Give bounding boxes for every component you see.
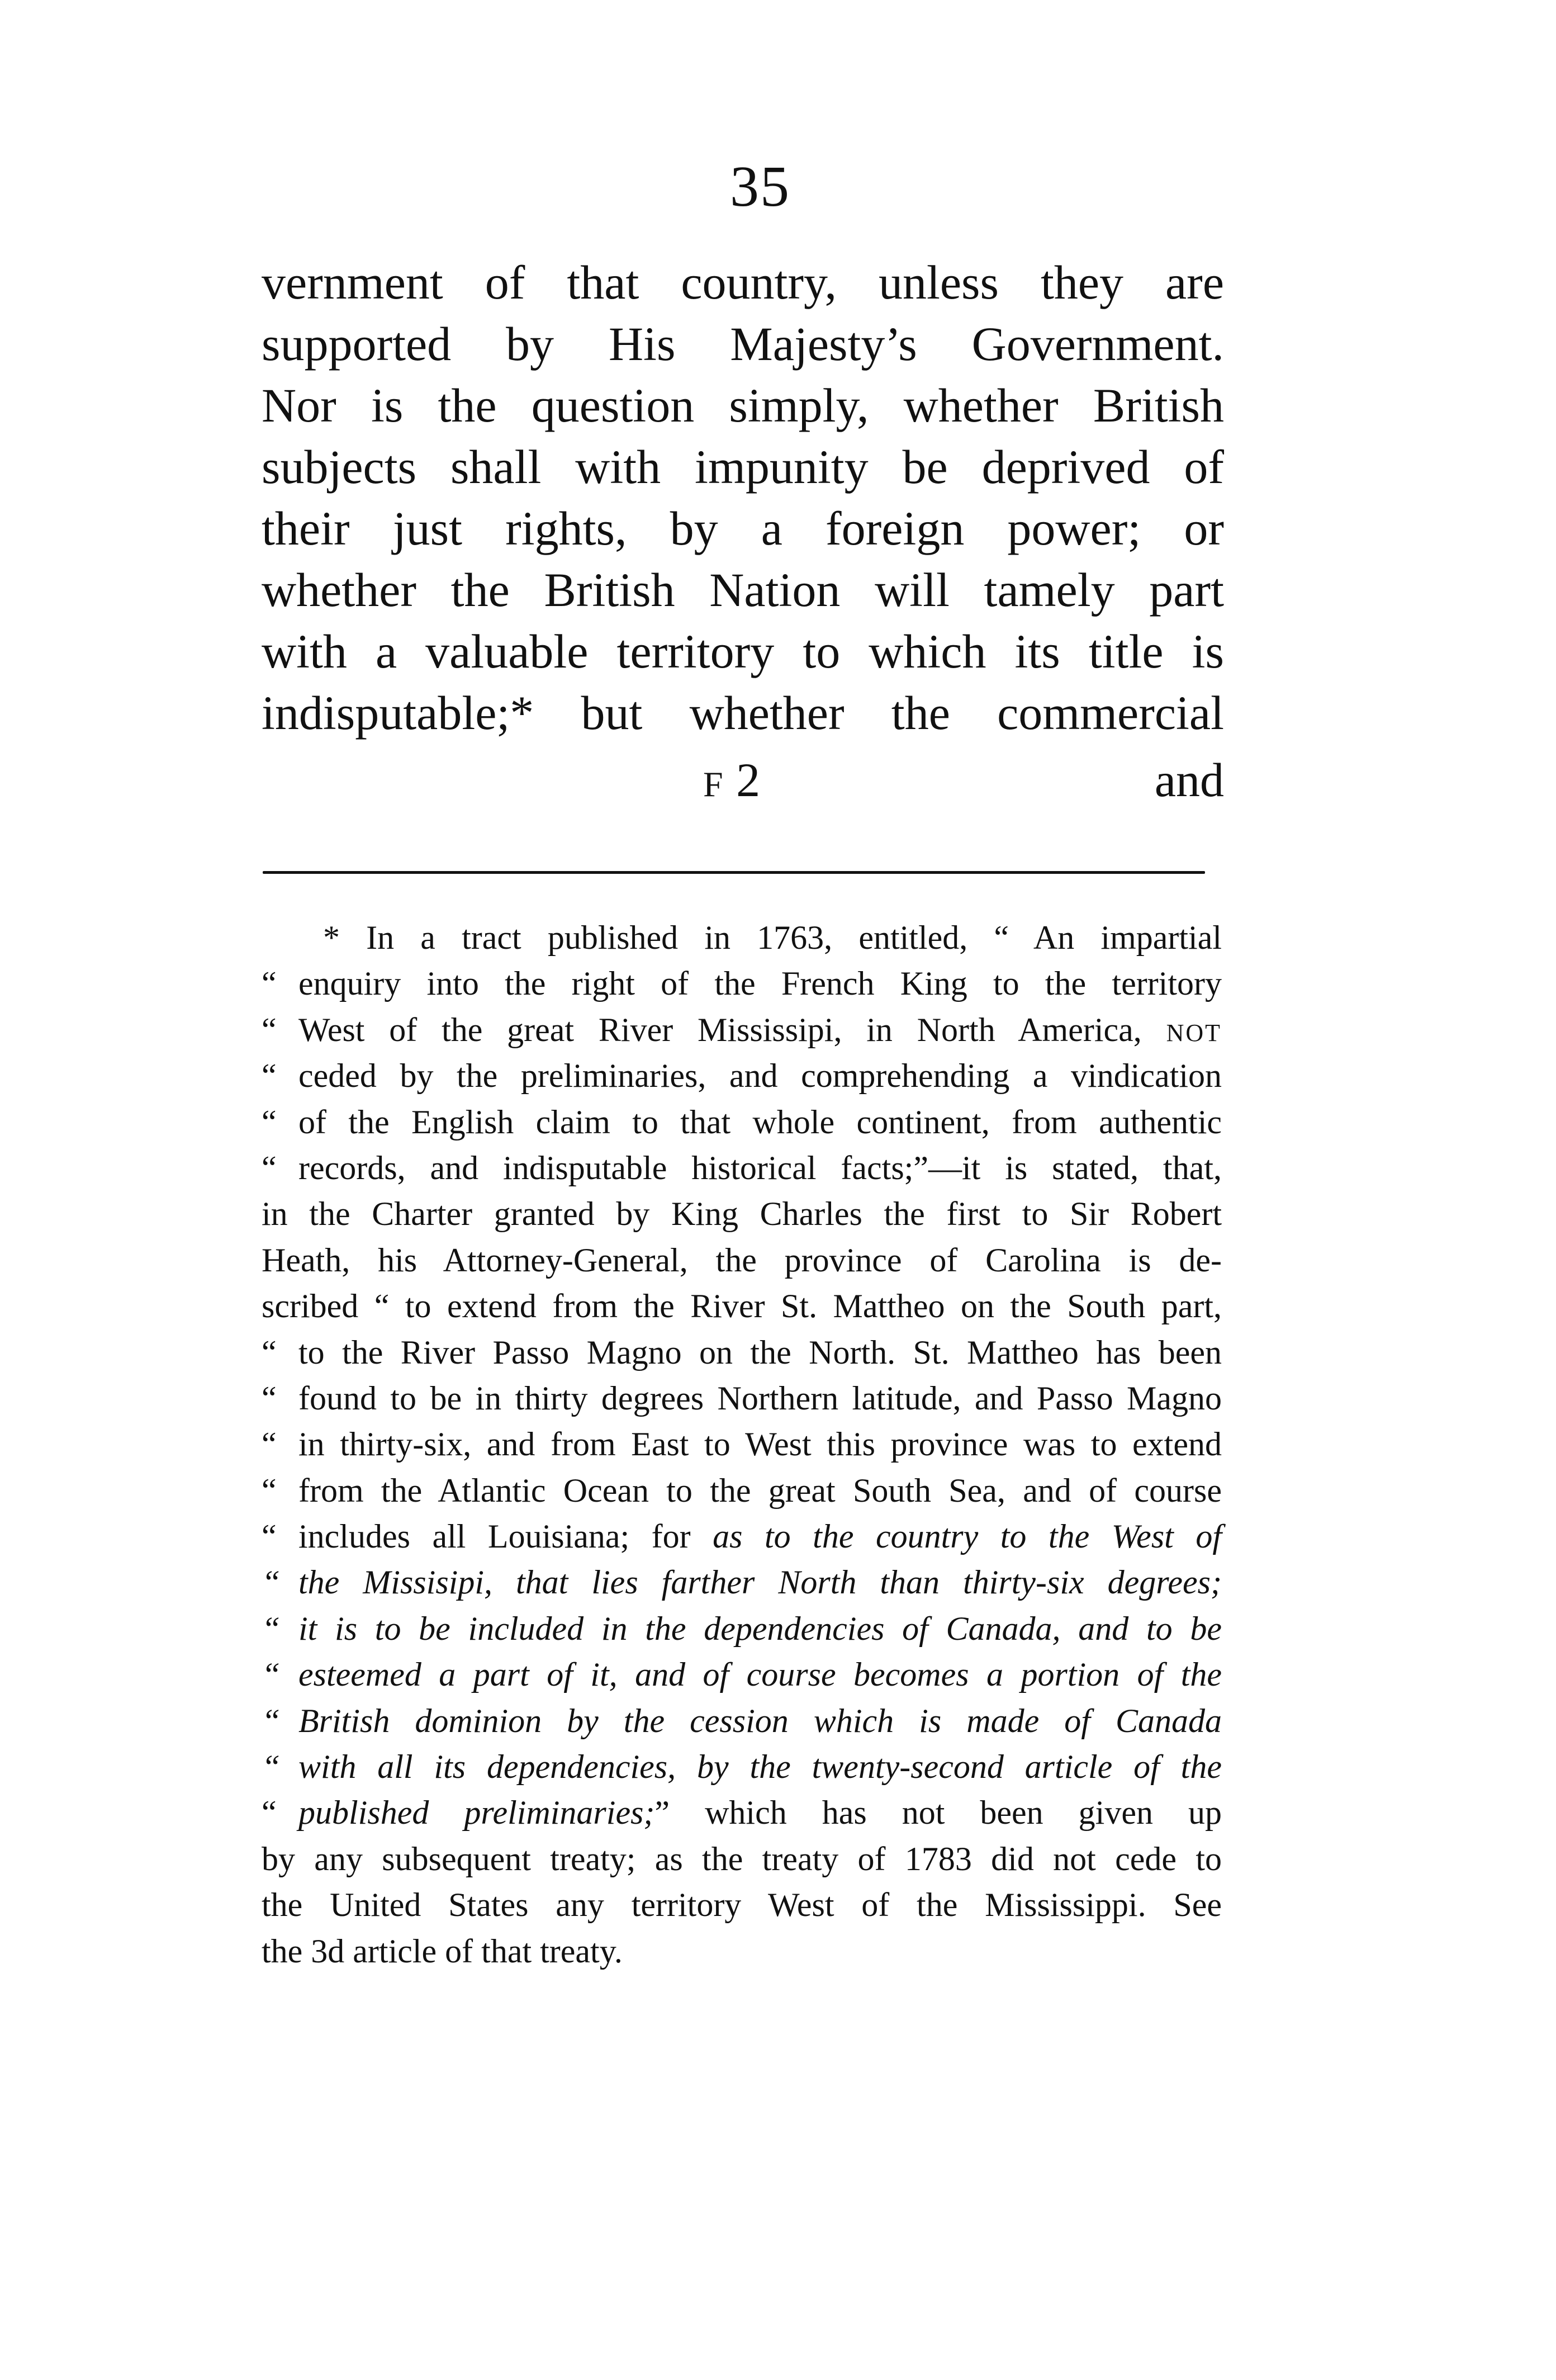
footnote-line-10 [262,1329,1222,1375]
open-quote: “ [262,1426,277,1463]
open-quote: “ [262,1564,281,1601]
footnote-line-text: the Missisipi, that lies farther North than thirty-six degrees; [298,1564,1222,1601]
footnote [262,915,1222,1974]
open-quote: “ [262,965,277,1002]
footnote-line-21: by any subsequent treaty; as the treaty of 1783 did not cede to [262,1840,1222,1877]
footnote-line-17 [262,1652,1222,1697]
footnote-line-text: West of the great River Mississipi, in North America, [298,1011,1142,1048]
footnote-line-1: * In a tract published in 1763, entitled, “ An impartial [323,919,1222,956]
footnote-line-text: found to be in thirty degrees Northern latitude, and Passo Magno [298,1379,1222,1417]
signature-line [262,749,1224,811]
open-quote: “ [262,1518,277,1555]
footnote-line-6 [262,1145,1222,1191]
footnote-line-22: the United States any territory West of the Mississippi. See [262,1886,1222,1924]
footnote-line-text: from the Atlantic Ocean to the great South Sea, and of course [298,1471,1222,1509]
body-line-2: supported by His Majesty’s Government. [262,317,1224,371]
footnote-line-13 [262,1468,1222,1513]
open-quote: “ [262,1057,277,1095]
open-quote: “ [262,1610,281,1647]
body-line-4: subjects shall with impunity be deprived of [262,440,1224,494]
italic-run: as to the country to the West of [713,1518,1222,1555]
footnote-rule [263,871,1205,874]
open-quote: “ [262,1333,277,1371]
footnote-line-text: esteemed a part of it, and of course becomes a portion of the [298,1656,1222,1693]
open-quote: “ [262,1656,281,1693]
footnote-line-text: records, and indisputable historical facts;”—it is stated, that, [298,1149,1222,1186]
footnote-line-11 [262,1375,1222,1421]
footnote-line-3 [262,1007,1222,1053]
footnote-line-text: to the River Passo Magno on the North. St. Mattheo has been [298,1333,1222,1371]
page-number: 35 [730,154,790,219]
footnote-line-text: of the English claim to that whole continent, from authentic [298,1103,1222,1141]
body-line-1: vernment of that country, unless they are [262,255,1224,309]
small-caps-not: NOT [1166,1019,1222,1047]
signature-number: 2 [736,753,761,807]
open-quote: “ [262,1471,277,1509]
footnote-line-16 [262,1606,1222,1652]
footnote-line-2 [262,960,1222,1006]
footnote-line-12 [262,1421,1222,1467]
footnote-line-8: Heath, his Attorney-General, the province of Carolina is de- [262,1241,1222,1279]
body-line-3: Nor is the question simply, whether British [262,378,1224,432]
signature-mark [703,749,760,815]
open-quote: “ [262,1379,277,1417]
footnote-line-4 [262,1053,1222,1099]
footnote-line-14 [262,1513,1222,1559]
footnote-line-18 [262,1698,1222,1744]
catchword: and [1154,753,1224,807]
open-quote: “ [262,1103,277,1141]
roman-run: ” which has not been given up [654,1794,1222,1832]
footnote-line-text: includes all Louisiana; for [298,1518,691,1555]
signature-letter: F [703,764,724,804]
footnote-line-9: scribed “ to extend from the River St. Mattheo on the South part, [262,1288,1222,1325]
body-line-8: indisputable;* but whether the commercial [262,686,1224,740]
open-quote: “ [262,1149,277,1186]
footnote-line-text: enquiry into the right of the French King to the territory [298,965,1222,1002]
footnote-line-text: with all its dependencies, by the twenty-second article of the [298,1748,1222,1786]
open-quote: “ [262,1011,277,1048]
footnote-line-text: it is to be included in the dependencies of Canada, and to be [298,1610,1222,1647]
footnote-line-text: British dominion by the cession which is made of Canada [298,1702,1222,1739]
footnote-line-19 [262,1744,1222,1790]
body-line-5: their just rights, by a foreign power; or [262,501,1224,555]
footnote-line-15 [262,1559,1222,1605]
footnote-line-23: the 3d article of that treaty. [262,1932,623,1970]
footnote-line-5 [262,1099,1222,1145]
body-line-7: with a valuable territory to which its title is [262,624,1224,678]
footnote-line-text: published preliminaries; [298,1794,655,1832]
footnote-line-7: in the Charter granted by King Charles the first to Sir Robert [262,1195,1222,1233]
footnote-line-text: ceded by the preliminaries, and comprehending a vindication [298,1057,1222,1095]
body-line-6: whether the British Nation will tamely part [262,563,1224,617]
open-quote: “ [262,1794,277,1832]
main-text [262,252,1224,744]
open-quote: “ [262,1748,281,1786]
footnote-line-text: in thirty-six, and from East to West this province was to extend [298,1426,1222,1463]
footnote-line-20 [262,1790,1222,1835]
open-quote: “ [262,1702,281,1739]
